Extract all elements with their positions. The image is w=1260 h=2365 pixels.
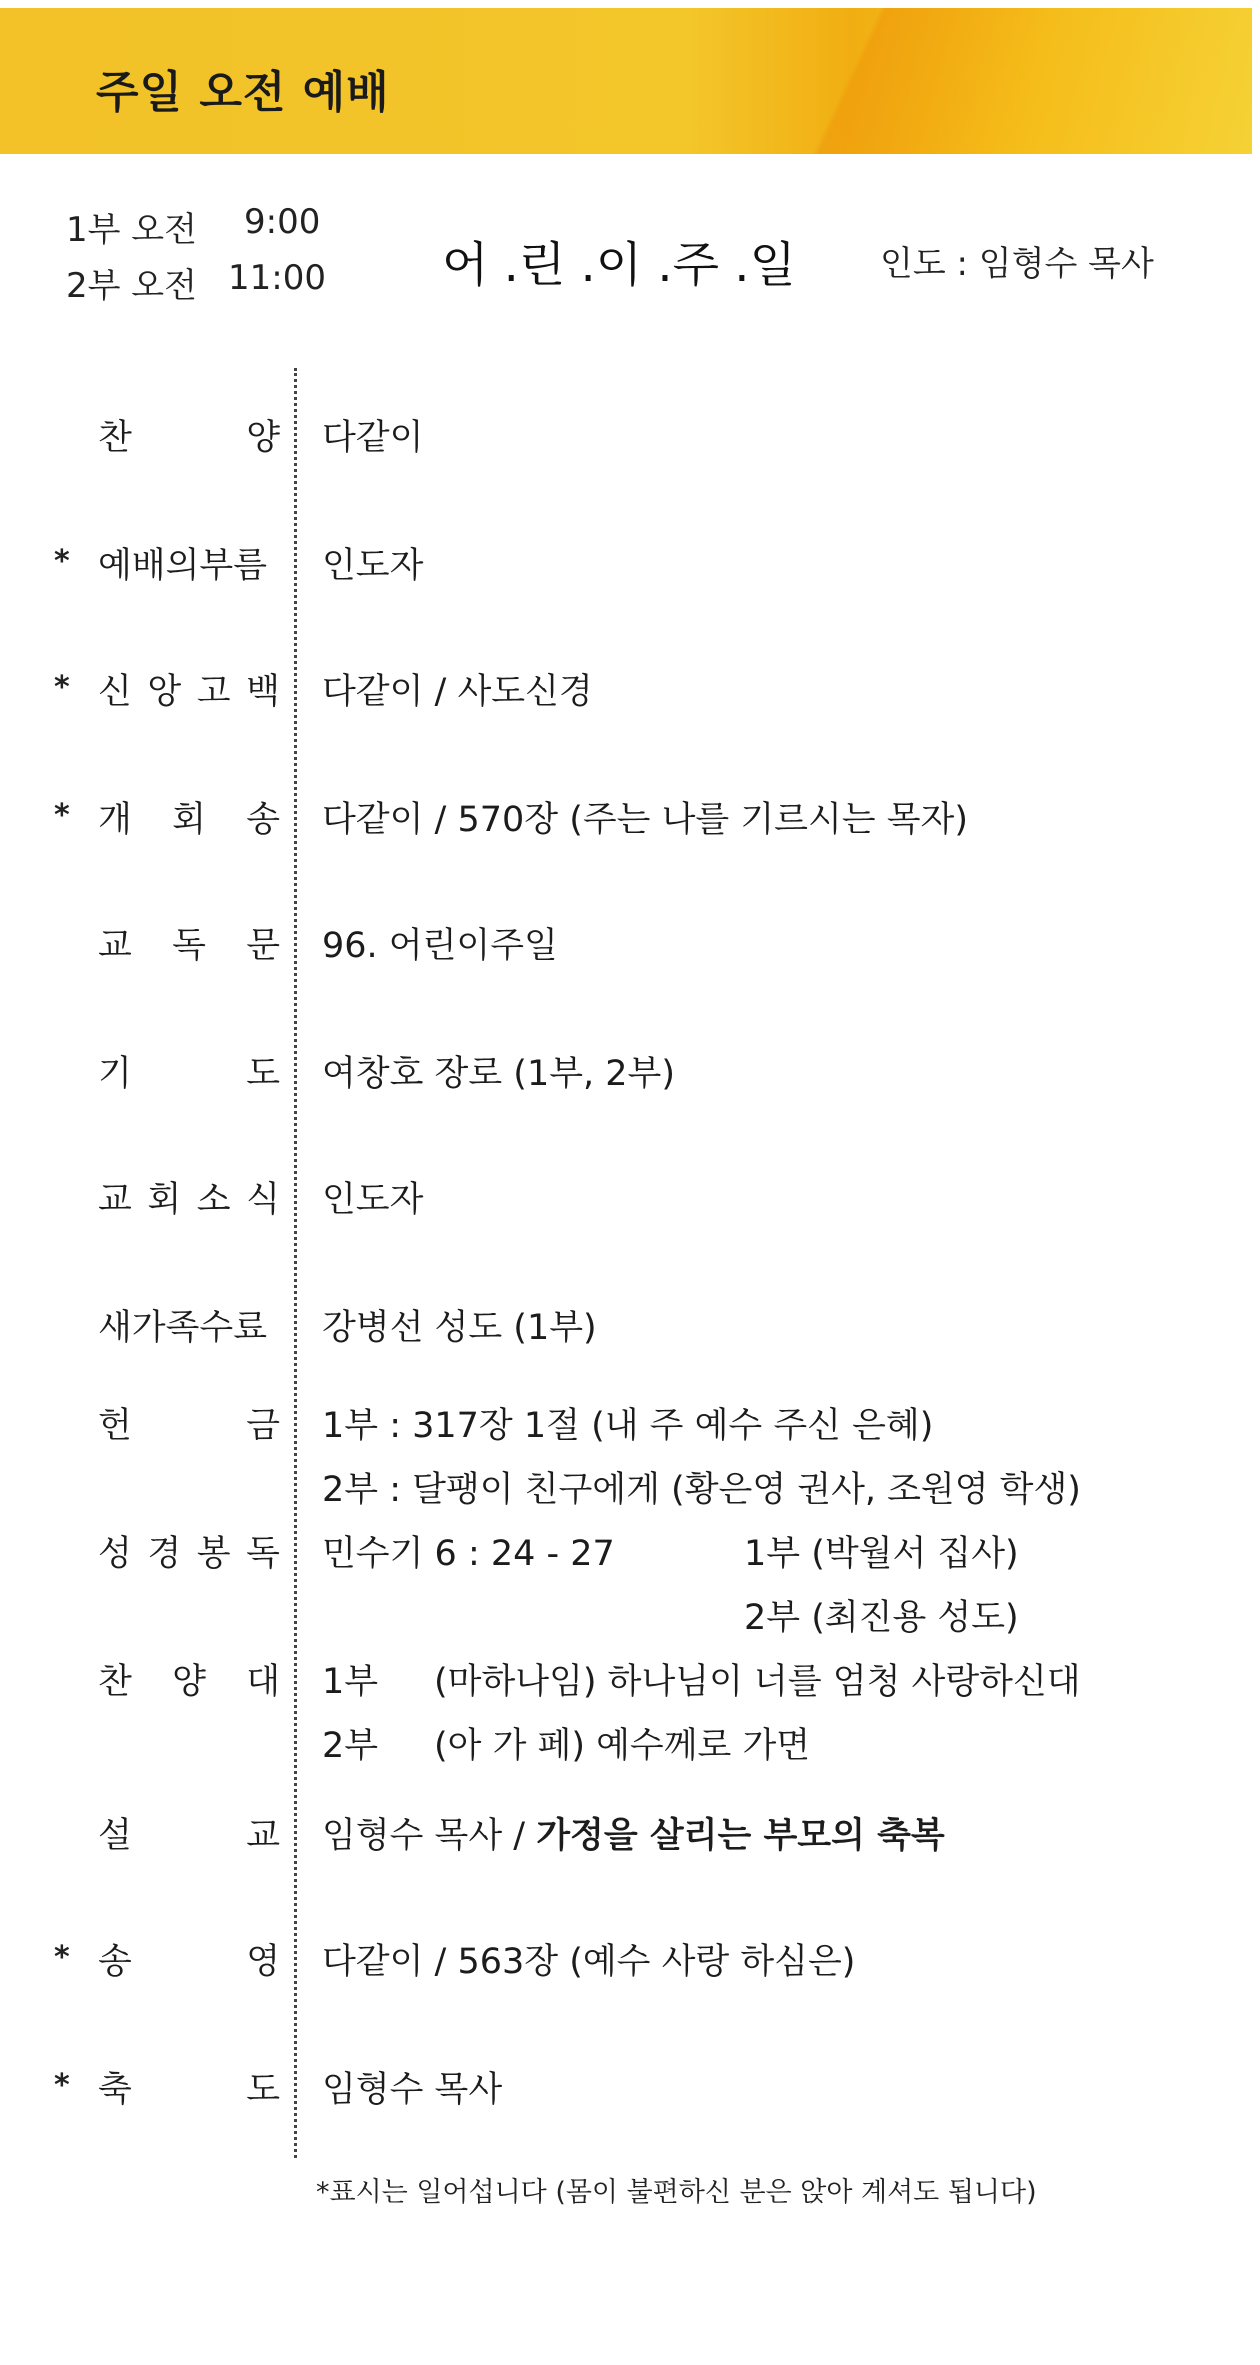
order-label bbox=[98, 918, 280, 968]
order-content bbox=[322, 1808, 945, 1858]
sermon-title: 가정을 살리는 부모의 축복 bbox=[536, 1816, 945, 1856]
order-content bbox=[322, 2062, 502, 2112]
order-content-text: 2부 : 달팽이 친구에게 (황은영 권사, 조원영 학생) bbox=[322, 1470, 1081, 1510]
order-label-char: 교 bbox=[98, 926, 132, 966]
order-content bbox=[322, 792, 968, 842]
order-label-char: 송 bbox=[246, 800, 280, 840]
order-content bbox=[322, 538, 423, 588]
order-content-text: 임형수 목사 bbox=[322, 2070, 503, 2110]
reader-line: 1부 (박월서 집사) bbox=[744, 1534, 1019, 1574]
order-content bbox=[322, 1654, 1081, 1768]
choir-line bbox=[322, 1718, 1081, 1768]
service-name: 1부 오전 bbox=[66, 210, 197, 250]
service-name: 2부 오전 bbox=[66, 266, 197, 306]
order-content-text: 인도자 bbox=[322, 1180, 424, 1220]
order-content bbox=[322, 664, 593, 714]
reader-line: 2부 (최진용 성도) bbox=[744, 1598, 1019, 1638]
stand-marker: * bbox=[54, 2068, 70, 2103]
order-label-char: 교 bbox=[98, 1180, 132, 1220]
order-label-char: 기 bbox=[98, 1054, 132, 1094]
order-label-char: 앙 bbox=[147, 672, 182, 712]
order-label-char: 독 bbox=[172, 926, 206, 966]
order-content-text: 96. 어린이주일 bbox=[322, 926, 558, 966]
order-label-char: 회 bbox=[147, 1180, 182, 1220]
service-leader: 인도 : 임형수 목사 bbox=[880, 244, 1154, 284]
order-label-char: 축 bbox=[98, 2070, 132, 2110]
order-content bbox=[322, 1398, 1081, 1512]
scripture-readers bbox=[744, 1526, 1019, 1640]
order-label-char: 독 bbox=[246, 1534, 280, 1574]
stand-marker: * bbox=[54, 670, 70, 705]
order-content bbox=[322, 1172, 423, 1222]
service-time: 9:00 bbox=[244, 202, 321, 242]
footnote: *표시는 일어섭니다 (몸이 불편하신 분은 앉아 계셔도 됩니다) bbox=[316, 2177, 1037, 2208]
order-content bbox=[322, 1526, 615, 1576]
order-label-char: 백 bbox=[246, 672, 280, 712]
choir-line bbox=[322, 1654, 1081, 1704]
order-label bbox=[98, 410, 280, 460]
order-label bbox=[98, 2062, 280, 2112]
order-label-char: 찬 bbox=[98, 1662, 132, 1702]
order-label bbox=[98, 1046, 280, 1096]
order-label-char: 영 bbox=[246, 1942, 280, 1982]
order-content bbox=[322, 1934, 855, 1984]
order-label bbox=[98, 1398, 280, 1448]
choir-part: 2부 bbox=[322, 1726, 379, 1766]
choir-song: (아 가 페) 예수께로 가면 bbox=[434, 1726, 811, 1766]
dotted-divider bbox=[294, 368, 297, 2158]
order-content-text: 다같이 bbox=[322, 418, 424, 458]
order-label-char: 교 bbox=[246, 1816, 280, 1856]
order-label bbox=[98, 1300, 280, 1350]
order-content-text: 1부 : 317장 1절 (내 주 예수 주신 은혜) bbox=[322, 1406, 934, 1446]
header-banner bbox=[0, 8, 1252, 154]
occasion-title: 어 .린 .이 .주 .일 bbox=[442, 237, 796, 293]
order-label bbox=[98, 1172, 280, 1222]
order-label-char: 찬 bbox=[98, 418, 132, 458]
order-content-text: 인도자 bbox=[322, 546, 424, 586]
order-content-text: 임형수 목사 / bbox=[322, 1816, 537, 1856]
order-content-text: 다같이 / 570장 (주는 나를 기르시는 목자) bbox=[322, 800, 968, 840]
stand-marker: * bbox=[54, 1940, 70, 1975]
order-label bbox=[98, 792, 280, 842]
order-label-char: 고 bbox=[196, 672, 231, 712]
order-label-char: 도 bbox=[246, 2070, 280, 2110]
order-content bbox=[322, 410, 423, 460]
order-label bbox=[98, 1654, 280, 1704]
page-title: 주일 오전 예배 bbox=[96, 67, 390, 118]
order-content bbox=[322, 1046, 675, 1096]
order-label-char: 도 bbox=[246, 1054, 280, 1094]
order-content-text: 민수기 6 : 24 - 27 bbox=[322, 1534, 615, 1574]
order-label-char: 금 bbox=[246, 1406, 280, 1446]
order-content-text: 다같이 / 563장 (예수 사랑 하심은) bbox=[322, 1942, 856, 1982]
choir-song: (마하나임) 하나님이 너를 엄청 사랑하신대 bbox=[434, 1662, 1081, 1702]
order-label-char: 신 bbox=[98, 672, 132, 712]
order-label-char: 양 bbox=[172, 1662, 206, 1702]
order-label-char: 송 bbox=[98, 1942, 132, 1982]
order-label bbox=[98, 664, 280, 714]
order-label-char: 개 bbox=[98, 800, 132, 840]
order-label bbox=[98, 1526, 280, 1576]
order-label-char: 문 bbox=[246, 926, 280, 966]
order-content bbox=[322, 1300, 597, 1350]
order-label bbox=[98, 538, 280, 588]
order-label-char: 설 bbox=[98, 1816, 132, 1856]
stand-marker: * bbox=[54, 798, 70, 833]
order-content bbox=[322, 918, 558, 968]
order-content-text: 다같이 / 사도신경 bbox=[322, 672, 593, 712]
order-content-text: 강병선 성도 (1부) bbox=[322, 1308, 597, 1348]
order-label-char: 헌 bbox=[98, 1406, 132, 1446]
choir-part: 1부 bbox=[322, 1662, 379, 1702]
order-label-char: 소 bbox=[196, 1180, 231, 1220]
order-label-char: 대 bbox=[246, 1662, 280, 1702]
order-label-char: 양 bbox=[246, 418, 280, 458]
stand-marker: * bbox=[54, 544, 70, 579]
order-label-char: 예배의부름 bbox=[98, 546, 268, 586]
order-label-char: 봉 bbox=[196, 1534, 231, 1574]
order-content-text: 여창호 장로 (1부, 2부) bbox=[322, 1054, 676, 1094]
order-label-char: 성 bbox=[98, 1534, 132, 1574]
banner-decoration bbox=[692, 8, 1252, 154]
order-label-char: 회 bbox=[172, 800, 206, 840]
order-label bbox=[98, 1934, 280, 1984]
order-label-char: 식 bbox=[246, 1180, 280, 1220]
order-label bbox=[98, 1808, 280, 1858]
order-label-char: 새가족수료 bbox=[98, 1308, 268, 1348]
service-time: 11:00 bbox=[228, 258, 326, 298]
order-label-char: 경 bbox=[147, 1534, 182, 1574]
